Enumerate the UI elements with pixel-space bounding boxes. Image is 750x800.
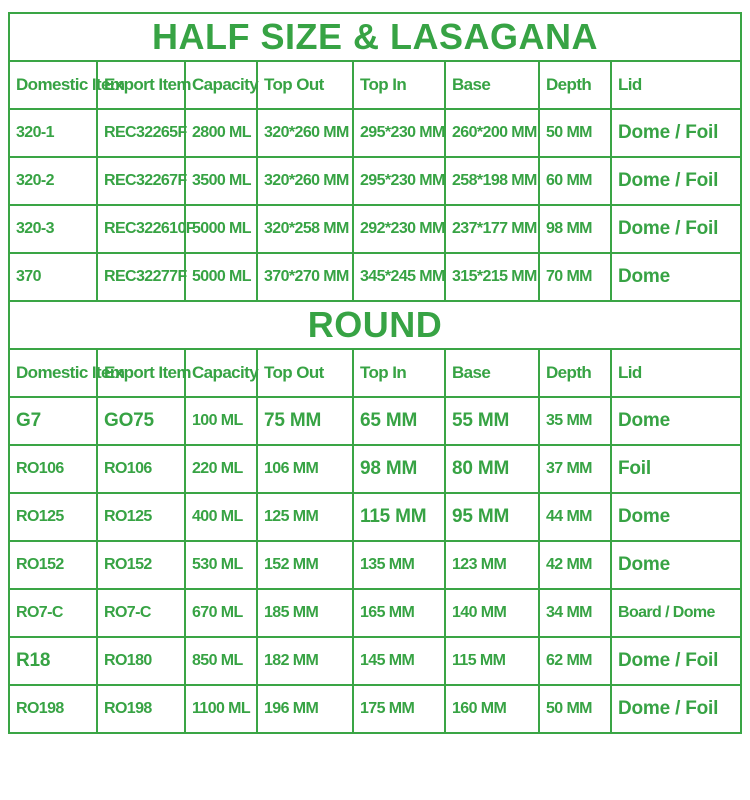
table-row xyxy=(10,446,742,494)
table-cell: 295*230 MM xyxy=(354,158,446,206)
table-cell: 196 MM xyxy=(258,686,354,734)
table-header-row xyxy=(10,350,742,398)
table-cell: 98 MM xyxy=(354,446,446,494)
column-header: Domestic Item xyxy=(10,62,98,110)
table-cell: 65 MM xyxy=(354,398,446,446)
table-cell: Dome / Foil xyxy=(612,206,742,254)
table-cell: 106 MM xyxy=(258,446,354,494)
table-cell: 50 MM xyxy=(540,686,612,734)
table-row xyxy=(10,590,742,638)
table-cell: 182 MM xyxy=(258,638,354,686)
table-cell: 35 MM xyxy=(540,398,612,446)
column-header: Top In xyxy=(354,350,446,398)
table-cell: 258*198 MM xyxy=(446,158,540,206)
table-cell: G7 xyxy=(10,398,98,446)
table-cell: Dome / Foil xyxy=(612,158,742,206)
table-cell: 320-2 xyxy=(10,158,98,206)
table-cell: Dome / Foil xyxy=(612,686,742,734)
table-cell: 50 MM xyxy=(540,110,612,158)
table-cell: REC322610F xyxy=(98,206,186,254)
table-cell: REC32265F xyxy=(98,110,186,158)
column-header: Depth xyxy=(540,350,612,398)
table-cell: 123 MM xyxy=(446,542,540,590)
table-cell: 2800 ML xyxy=(186,110,258,158)
column-header: Lid xyxy=(612,62,742,110)
product-spec-table xyxy=(8,12,742,734)
table-cell: 95 MM xyxy=(446,494,540,542)
table-cell: RO7-C xyxy=(10,590,98,638)
table-cell: 315*215 MM xyxy=(446,254,540,302)
column-header: Base xyxy=(446,350,540,398)
table-cell: REC32277F xyxy=(98,254,186,302)
table-cell: 115 MM xyxy=(354,494,446,542)
table-row xyxy=(10,254,742,302)
column-header: Export Item xyxy=(98,350,186,398)
table-cell: 670 ML xyxy=(186,590,258,638)
table-cell: 175 MM xyxy=(354,686,446,734)
table-cell: 70 MM xyxy=(540,254,612,302)
table-cell: 185 MM xyxy=(258,590,354,638)
table-cell: 42 MM xyxy=(540,542,612,590)
table-cell: 295*230 MM xyxy=(354,110,446,158)
section-title: HALF SIZE & LASAGANA xyxy=(10,14,742,62)
table-cell: 220 ML xyxy=(186,446,258,494)
column-header: Capacity xyxy=(186,62,258,110)
column-header: Export Item xyxy=(98,62,186,110)
table-cell: 320*260 MM xyxy=(258,158,354,206)
table-cell: GO75 xyxy=(98,398,186,446)
table-cell: 345*245 MM xyxy=(354,254,446,302)
column-header: Domestic Item xyxy=(10,350,98,398)
table-cell: 320-1 xyxy=(10,110,98,158)
column-header: Capacity xyxy=(186,350,258,398)
table-cell: 145 MM xyxy=(354,638,446,686)
table-cell: 165 MM xyxy=(354,590,446,638)
table-row xyxy=(10,110,742,158)
table-cell: Dome xyxy=(612,542,742,590)
table-cell: RO152 xyxy=(98,542,186,590)
table-row xyxy=(10,494,742,542)
table-cell: 5000 ML xyxy=(186,254,258,302)
table-cell: 55 MM xyxy=(446,398,540,446)
table-cell: Dome / Foil xyxy=(612,638,742,686)
table-cell: 152 MM xyxy=(258,542,354,590)
table-cell: 62 MM xyxy=(540,638,612,686)
table-cell: 80 MM xyxy=(446,446,540,494)
table-cell: Dome xyxy=(612,254,742,302)
column-header: Top Out xyxy=(258,350,354,398)
table-row xyxy=(10,542,742,590)
table-row xyxy=(10,206,742,254)
table-cell: 75 MM xyxy=(258,398,354,446)
table-cell: Dome xyxy=(612,398,742,446)
column-header: Depth xyxy=(540,62,612,110)
table-row xyxy=(10,638,742,686)
table-cell: 37 MM xyxy=(540,446,612,494)
table-cell: 530 ML xyxy=(186,542,258,590)
table-cell: REC32267F xyxy=(98,158,186,206)
table-cell: Dome xyxy=(612,494,742,542)
table-cell: 140 MM xyxy=(446,590,540,638)
table-cell: 5000 ML xyxy=(186,206,258,254)
table-cell: 292*230 MM xyxy=(354,206,446,254)
table-cell: 260*200 MM xyxy=(446,110,540,158)
table-row xyxy=(10,158,742,206)
section-title: ROUND xyxy=(10,302,742,350)
table-cell: 320-3 xyxy=(10,206,98,254)
table-cell: Foil xyxy=(612,446,742,494)
table-cell: 160 MM xyxy=(446,686,540,734)
table-row xyxy=(10,398,742,446)
table-cell: 1100 ML xyxy=(186,686,258,734)
column-header: Base xyxy=(446,62,540,110)
table-cell: 125 MM xyxy=(258,494,354,542)
table-cell: 370 xyxy=(10,254,98,302)
table-cell: 44 MM xyxy=(540,494,612,542)
table-cell: RO198 xyxy=(98,686,186,734)
table-cell: RO180 xyxy=(98,638,186,686)
table-cell: Board / Dome xyxy=(612,590,742,638)
table-cell: RO125 xyxy=(98,494,186,542)
table-cell: 320*258 MM xyxy=(258,206,354,254)
table-cell: R18 xyxy=(10,638,98,686)
table-cell: 115 MM xyxy=(446,638,540,686)
table-cell: 850 ML xyxy=(186,638,258,686)
table-cell: RO106 xyxy=(10,446,98,494)
column-header: Lid xyxy=(612,350,742,398)
table-cell: 370*270 MM xyxy=(258,254,354,302)
table-cell: Dome / Foil xyxy=(612,110,742,158)
table-cell: RO125 xyxy=(10,494,98,542)
table-header-row xyxy=(10,62,742,110)
table-cell: RO106 xyxy=(98,446,186,494)
table-cell: 34 MM xyxy=(540,590,612,638)
table-cell: 60 MM xyxy=(540,158,612,206)
table-cell: 237*177 MM xyxy=(446,206,540,254)
table-row xyxy=(10,686,742,734)
table-cell: RO198 xyxy=(10,686,98,734)
table-cell: 135 MM xyxy=(354,542,446,590)
table-cell: RO152 xyxy=(10,542,98,590)
table-cell: 320*260 MM xyxy=(258,110,354,158)
table-cell: 98 MM xyxy=(540,206,612,254)
table-cell: 400 ML xyxy=(186,494,258,542)
column-header: Top In xyxy=(354,62,446,110)
table-cell: RO7-C xyxy=(98,590,186,638)
table-cell: 3500 ML xyxy=(186,158,258,206)
column-header: Top Out xyxy=(258,62,354,110)
table-cell: 100 ML xyxy=(186,398,258,446)
